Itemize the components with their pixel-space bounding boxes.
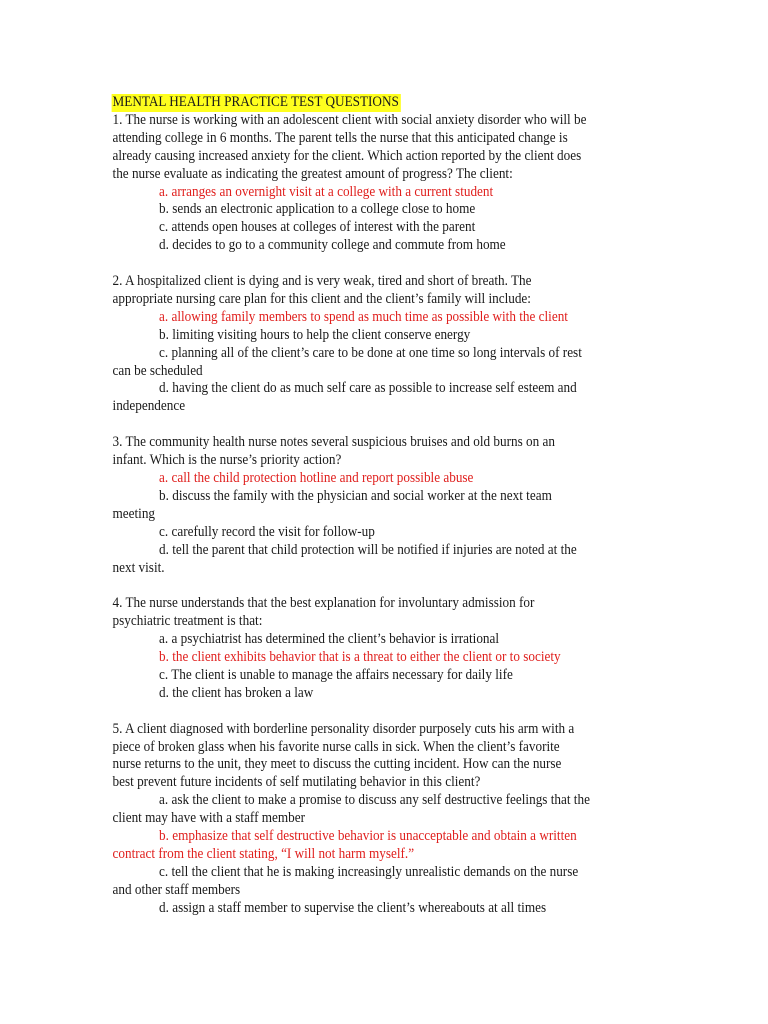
answer-option-line: d. decides to go to a community college and commute from home — [159, 237, 506, 254]
correct-answer-option — [113, 184, 645, 202]
answer-option-line: b. discuss the family with the physician and social worker at the next team — [159, 487, 552, 504]
answer-option — [113, 327, 645, 345]
question-stem-line: best prevent future incidents of self mutilating behavior in this client? — [112, 774, 481, 791]
question-4 — [113, 595, 645, 702]
answer-option-line: b. limiting visiting hours to help the client conserve energy — [159, 326, 471, 343]
answer-option — [113, 345, 645, 381]
answer-option-line: c. planning all of the client’s care to be done at one time so long intervals of rest — [159, 344, 582, 361]
answer-option — [113, 237, 645, 255]
question-stem-line: 4. The nurse understands that the best explanation for involuntary admission for — [112, 595, 535, 612]
question-stem-line: piece of broken glass when his favorite nurse calls in sick. When the client’s favorite — [112, 738, 560, 755]
question-stem-line: psychiatric treatment is that: — [112, 613, 263, 630]
question-3 — [113, 434, 645, 577]
question-spacer — [113, 255, 645, 273]
question-5 — [113, 721, 645, 918]
correct-answer-option — [113, 649, 645, 667]
answer-option-line: independence — [112, 398, 186, 415]
answer-option-line: a. a psychiatrist has determined the client’s behavior is irrational — [159, 631, 500, 648]
answer-option-line: d. the client has broken a law — [159, 684, 314, 701]
answer-option — [113, 667, 645, 685]
question-spacer — [113, 416, 645, 434]
document-body — [113, 94, 645, 918]
question-stem-line: 1. The nurse is working with an adolescent client with social anxiety disorder who will be — [112, 111, 587, 128]
answer-option — [113, 488, 645, 524]
answer-option — [113, 219, 645, 237]
answer-option — [113, 685, 645, 703]
answer-option-line: b. emphasize that self destructive behavior is unacceptable and obtain a written — [159, 828, 577, 845]
answer-option — [113, 524, 645, 542]
answer-option — [113, 900, 645, 918]
answer-option-line: a. ask the client to make a promise to discuss any self destructive feelings that the — [159, 792, 590, 809]
question-stem-line: already causing increased anxiety for the client. Which action reported by the client does — [112, 147, 582, 164]
question-spacer — [113, 577, 645, 595]
answer-option-line: client may have with a staff member — [112, 810, 306, 827]
answer-option-line: d. having the client do as much self care as possible to increase self esteem and — [159, 380, 577, 397]
question-stem-line: 2. A hospitalized client is dying and is very weak, tired and short of breath. The — [112, 273, 532, 290]
answer-option-line: c. carefully record the visit for follow-up — [159, 523, 375, 540]
answer-option-line: a. allowing family members to spend as much time as possible with the client — [159, 308, 568, 325]
question-spacer — [113, 703, 645, 721]
correct-answer-option — [113, 828, 645, 864]
question-stem-line: the nurse evaluate as indicating the greatest amount of progress? The client: — [112, 165, 513, 182]
answer-option-line: b. sends an electronic application to a college close to home — [159, 201, 476, 218]
answer-option-line: c. tell the client that he is making increasingly unrealistic demands on the nurse — [159, 863, 579, 880]
question-list — [113, 112, 645, 918]
page-title: MENTAL HEALTH PRACTICE TEST QUESTIONS — [112, 94, 399, 110]
question-stem-line: 3. The community health nurse notes several suspicious bruises and old burns on an — [112, 434, 555, 451]
question-stem-line: infant. Which is the nurse’s priority action? — [112, 452, 342, 469]
answer-option-line: d. assign a staff member to supervise the client’s whereabouts at all times — [159, 899, 547, 916]
answer-option-line: next visit. — [112, 559, 165, 576]
answer-option-line: a. arranges an overnight visit at a college with a current student — [159, 183, 494, 200]
question-2 — [113, 273, 645, 416]
answer-option-line: and other staff members — [112, 881, 241, 898]
question-stem-line: appropriate nursing care plan for this client and the client’s family will include: — [112, 290, 531, 307]
answer-option-line: contract from the client stating, “I will not harm myself.” — [112, 846, 415, 862]
correct-answer-option — [113, 309, 645, 327]
answer-option — [113, 792, 645, 828]
answer-option — [113, 201, 645, 219]
question-stem-line: attending college in 6 months. The parent tells the nurse that this anticipated change is — [112, 129, 568, 146]
answer-option-line: b. the client exhibits behavior that is a threat to either the client or to society — [159, 649, 561, 666]
page-title-line — [113, 94, 645, 112]
answer-option-line: can be scheduled — [112, 362, 203, 379]
answer-option-line: d. tell the parent that child protection will be notified if injuries are noted at the — [159, 541, 577, 558]
question-stem-line: 5. A client diagnosed with borderline personality disorder purposely cuts his arm with a — [112, 720, 575, 737]
question-stem-line: nurse returns to the unit, they meet to discuss the cutting incident. How can the nurse — [112, 756, 562, 773]
answer-option-line: c. attends open houses at colleges of interest with the parent — [159, 219, 476, 236]
answer-option — [113, 380, 645, 416]
answer-option — [113, 631, 645, 649]
answer-option — [113, 864, 645, 900]
answer-option-line: c. The client is unable to manage the affairs necessary for daily life — [159, 666, 513, 683]
answer-option-line: a. call the child protection hotline and report possible abuse — [159, 470, 474, 486]
answer-option-line: meeting — [112, 505, 156, 522]
correct-answer-option — [113, 470, 645, 488]
question-1 — [113, 112, 645, 255]
answer-option — [113, 542, 645, 578]
